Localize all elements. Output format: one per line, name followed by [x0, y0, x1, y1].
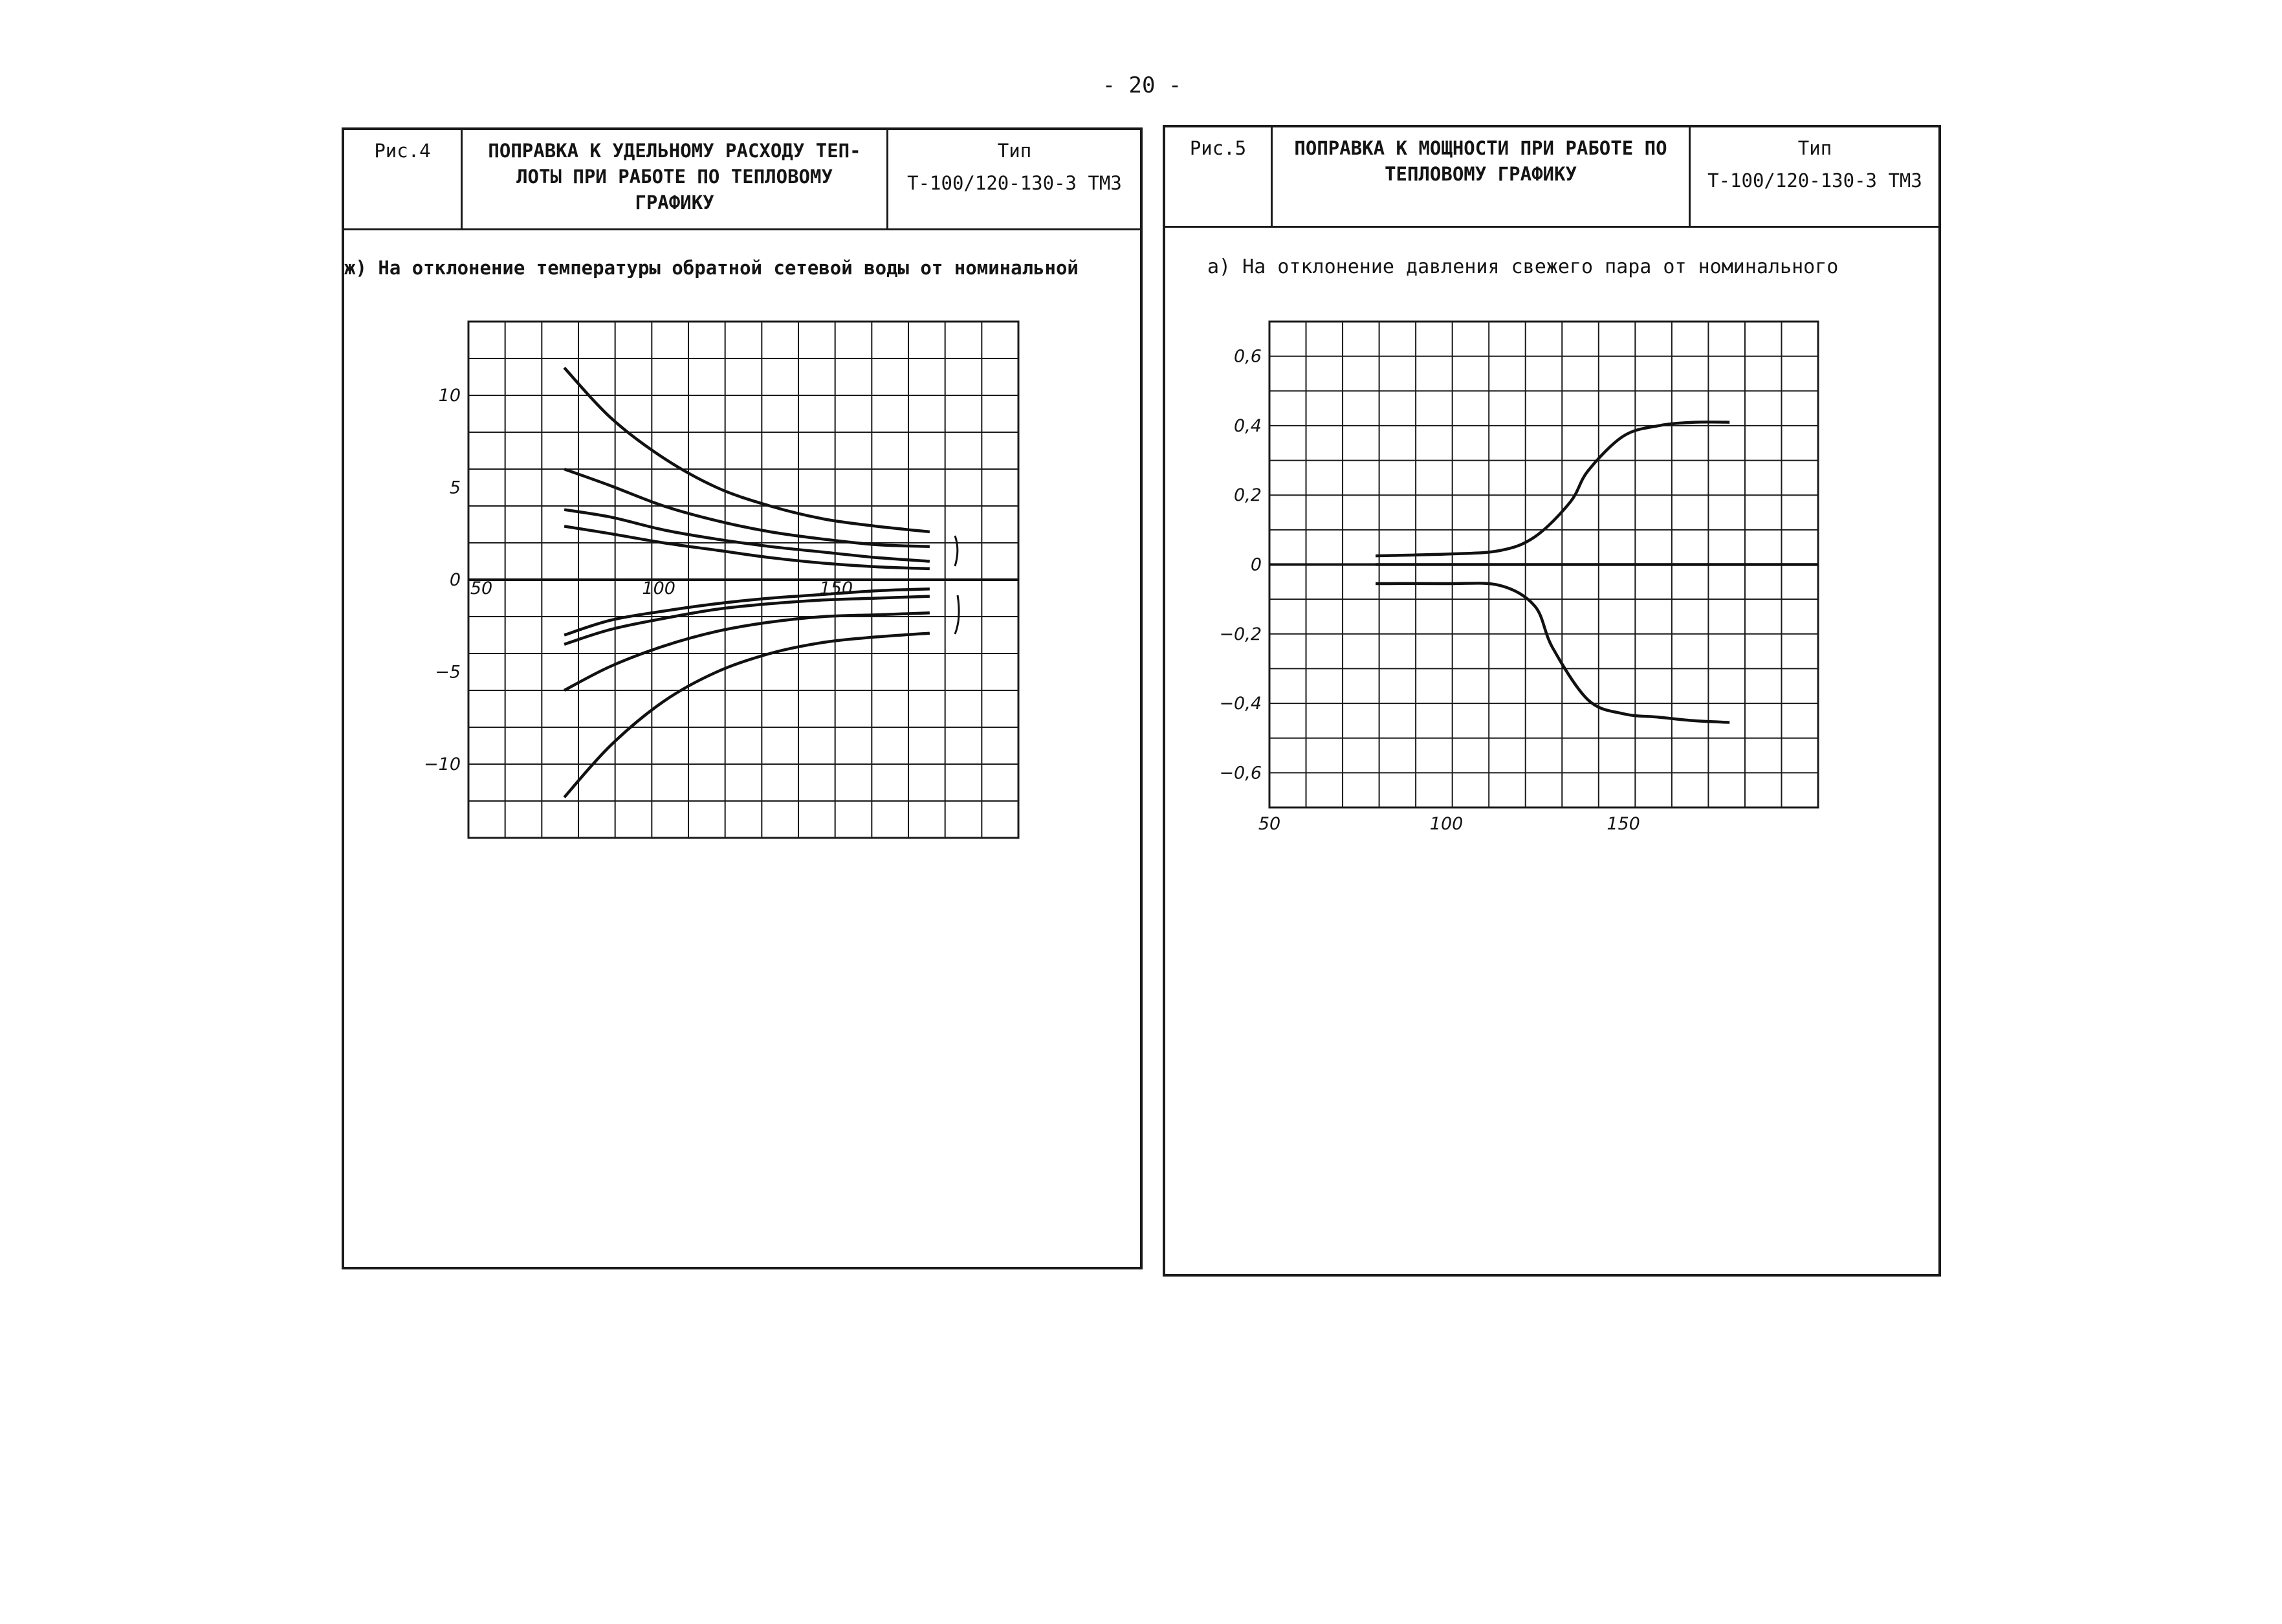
y-tick-label: 5 — [449, 477, 461, 498]
page-number: - 20 - — [1102, 72, 1182, 98]
y-tick-label: −0,2 — [1219, 624, 1262, 644]
y-tick-label: 0,4 — [1234, 415, 1262, 436]
y-tick-label: −10 — [424, 754, 461, 774]
chart-subtitle: ж) На отклонение температуры обратной сетевой воды от номинальной — [344, 257, 1079, 279]
figure-title: ПОПРАВКА К УДЕЛЬНОМУ РАСХОДУ ТЕП-ЛОТЫ ПРИ РАБОТЕ ПО ТЕПЛОВОМУ ГРАФИКУ — [463, 130, 888, 228]
y-tick-label: −0,6 — [1219, 763, 1262, 784]
type-label: Тип — [1797, 137, 1832, 159]
series-line — [1376, 422, 1729, 556]
y-tick-label: −5 — [435, 662, 461, 683]
figure-number: Рис.5 — [1165, 127, 1273, 226]
figure-title: ПОПРАВКА К МОЩНОСТИ ПРИ РАБОТЕ ПО ТЕПЛОВОМУ ГРАФИКУ — [1273, 127, 1691, 226]
figure-number: Рис.4 — [344, 130, 463, 228]
y-tick-label: 0 — [1250, 554, 1262, 575]
y-tick-label: 0 — [449, 570, 461, 590]
x-tick-label: 100 — [1429, 814, 1464, 834]
x-tick-label: 150 — [1607, 814, 1640, 834]
x-tick-label: 100 — [642, 578, 675, 598]
series-line — [1376, 583, 1729, 722]
x-tick-label: 50 — [1258, 814, 1281, 834]
chart-subtitle: а) На отклонение давления свежего пара от номинального — [1207, 256, 1839, 278]
type-value: Т-100/120-130-3 ТМЗ — [1707, 170, 1922, 192]
x-tick-label: 150 — [819, 578, 853, 598]
y-tick-label: 10 — [438, 386, 461, 406]
y-tick-label: 0,6 — [1234, 346, 1262, 367]
type-label: Тип — [997, 140, 1032, 162]
y-tick-label: 0,2 — [1234, 485, 1262, 506]
y-tick-label: −0,4 — [1219, 694, 1262, 714]
type-value: Т-100/120-130-3 ТМЗ — [907, 172, 1122, 194]
x-tick-label: 50 — [470, 578, 493, 598]
